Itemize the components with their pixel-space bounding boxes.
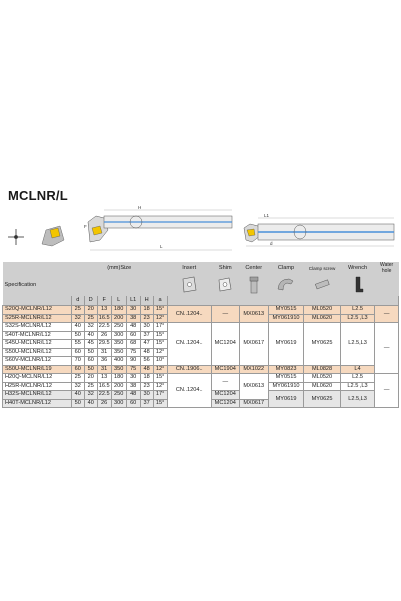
cell-a: 17° (153, 323, 167, 332)
wrench-cell: L2.5 (340, 306, 374, 315)
spec-cell: S32S-MCLNR/L12 (3, 323, 72, 332)
table-row (3, 323, 399, 332)
cell-H: 18 (140, 306, 153, 315)
center-screw-icon (239, 274, 268, 296)
cell-L: 400 (111, 357, 126, 366)
screw-cell: ML0828 (304, 365, 341, 374)
cell-a: 12° (153, 365, 167, 374)
table-row (3, 365, 399, 374)
cell-F: 22.5 (98, 391, 110, 398)
cell-F: 22.5 (98, 323, 110, 330)
insert-icon (167, 274, 211, 296)
col-L: L (111, 296, 126, 306)
center-cell: MX0617 (239, 399, 268, 408)
cell-D: 20 (84, 374, 97, 383)
col-a: a (153, 296, 167, 306)
header-size: (mm)Size (71, 262, 167, 274)
cell-d: 60 (71, 348, 84, 357)
clamp-cell: MY0515 (268, 306, 304, 315)
spec-cell: H20Q-MCLNR/L12 (3, 374, 72, 383)
cell-L1: 60 (126, 399, 140, 408)
label-l1: L1 (264, 213, 270, 218)
wrench-cell: L2.5 ,L3 (340, 382, 374, 391)
header-water-hole: Water hole (375, 262, 399, 274)
cell-D: 25 (84, 314, 97, 323)
cell-H: 37 (140, 399, 153, 408)
cell-L1: 38 (126, 314, 140, 323)
wrench-cell: L4 (340, 365, 374, 374)
clamp-cell: MY0515 (268, 374, 304, 383)
spec-cell: H40T-MCLNR/L12 (3, 399, 72, 408)
insert-cell: CN..1204.. (167, 323, 211, 366)
cell-D: 60 (84, 357, 97, 366)
clamp-cell: MY0619 (268, 391, 304, 408)
cell-F: 26 (97, 331, 111, 340)
cell-d: 40 (71, 323, 84, 332)
shim-cell: MC1904 (211, 365, 239, 374)
cell-L1: 60 (126, 331, 140, 340)
cell-D: 40 (84, 331, 97, 340)
crosshair-icon (8, 229, 24, 245)
header-specification: Specification (3, 274, 72, 296)
cell-d: 55 (71, 340, 84, 349)
cell-L1: 48 (126, 323, 140, 332)
cell-L: 350 (111, 365, 126, 374)
screw-cell: ML0520 (304, 306, 341, 315)
cell-L: 350 (111, 340, 126, 349)
cell-d: 32 (71, 314, 84, 323)
cell-H: 56 (140, 357, 153, 366)
clamp-icon (268, 274, 304, 296)
tool-side-view-2 (244, 213, 394, 246)
cell-L1: 48 (126, 391, 140, 400)
wrench-cell: L2.5 (340, 374, 374, 383)
header-wrench: Wrench (340, 262, 374, 274)
shim-cell: MC1204 (211, 391, 239, 400)
end-view-icon (42, 226, 64, 246)
clamp-cell: MY0619 (268, 323, 304, 366)
cell-d: 60 (71, 365, 84, 374)
shim-cell: — (211, 374, 239, 391)
cell-a: 15° (153, 306, 167, 315)
table-row (3, 306, 399, 315)
cell-H: 47 (140, 340, 153, 349)
header-size-blank (71, 274, 167, 296)
wrench-cell: L2.5,L3 (340, 391, 374, 408)
cell-D: 50 (84, 348, 97, 357)
cell-F: 36 (97, 357, 111, 366)
cell-H: 48 (140, 365, 153, 374)
clamp-cell: MY061910 (268, 382, 304, 391)
screw-cell: MY0625 (304, 391, 341, 408)
cell-F: 16.5 (98, 314, 110, 321)
water-cell: — (375, 374, 399, 408)
shim-cell: MC1204 (211, 323, 239, 366)
header-spec-blank (3, 296, 72, 306)
spec-cell: H25R-MCLNR/L12 (3, 382, 72, 391)
cell-D: 20 (84, 306, 97, 315)
cell-L1: 30 (126, 374, 140, 383)
cell-F: 31 (97, 348, 111, 357)
clamp-screw-icon (304, 274, 341, 296)
tool-drawing (0, 200, 401, 262)
col-F: F (97, 296, 111, 306)
cell-F: 13 (97, 374, 111, 383)
shim-cell: — (211, 306, 239, 323)
cell-D: 32 (84, 391, 97, 400)
cell-L1: 75 (126, 365, 140, 374)
center-cell: MX1022 (239, 365, 268, 374)
spec-cell: S20Q-MCLNR/L12 (3, 306, 72, 315)
spec-cell: S60V-MCLNR/L12 (3, 357, 72, 366)
tool-side-view-1 (84, 205, 232, 250)
screw-cell: ML0620 (304, 382, 341, 391)
cell-H: 30 (140, 391, 153, 400)
cell-a: 15° (153, 374, 167, 383)
cell-L: 300 (111, 331, 126, 340)
water-cell: — (375, 323, 399, 374)
spec-cell: S45U-MCLNR/L12 (3, 340, 72, 349)
insert-cell: CN..1204.. (167, 374, 211, 408)
cell-F: 16.5 (98, 382, 110, 389)
center-cell: MX0617 (239, 323, 268, 366)
col-L1: L1 (126, 296, 140, 306)
wrench-cell: L2.5 ,L3 (340, 314, 374, 323)
cell-L: 350 (111, 348, 126, 357)
spec-cell: S50U-MCLNR/L12 (3, 348, 72, 357)
header-water-blank (375, 274, 399, 296)
header-blank (3, 262, 72, 274)
screw-cell: ML0620 (304, 314, 341, 323)
cell-L: 180 (111, 306, 126, 315)
cell-H: 23 (140, 382, 153, 391)
cell-H: 23 (140, 314, 153, 323)
cell-L: 200 (111, 382, 126, 391)
cell-a: 10° (153, 357, 167, 366)
cell-F: 31 (97, 365, 111, 374)
center-cell: MX0613 (239, 306, 268, 323)
cell-H: 30 (140, 323, 153, 332)
cell-d: 25 (71, 374, 84, 383)
cell-a: 12° (153, 314, 167, 323)
cell-a: 17° (153, 391, 167, 400)
cell-H: 37 (140, 331, 153, 340)
cell-L: 250 (111, 323, 126, 332)
header-shim: Shim (211, 262, 239, 274)
cell-F: 29.5 (98, 340, 110, 347)
header-clamp: Clamp (268, 262, 304, 274)
label-d: d (270, 241, 273, 246)
cell-a: 12° (153, 382, 167, 391)
wrench-cell: L2.5,L3 (340, 323, 374, 366)
col-D: D (84, 296, 97, 306)
clamp-cell: MY061910 (268, 314, 304, 323)
cell-L: 250 (111, 391, 126, 400)
spec-table-container (2, 262, 399, 408)
cell-d: 40 (71, 391, 84, 400)
spec-cell: S25R-MCLNR/L12 (3, 314, 72, 323)
page-title: MCLNR/L (8, 188, 68, 203)
spec-table (2, 262, 399, 408)
col-H: H (140, 296, 153, 306)
water-cell: — (375, 306, 399, 323)
insert-cell: CN..1906.. (167, 365, 211, 374)
screw-cell: MY0625 (304, 323, 341, 366)
cell-F: 13 (97, 306, 111, 315)
cell-L1: 30 (126, 306, 140, 315)
col-d: d (71, 296, 84, 306)
cell-D: 32 (84, 323, 97, 332)
label-h: H (138, 205, 142, 210)
cell-d: 32 (71, 382, 84, 391)
cell-d: 25 (71, 306, 84, 315)
insert-cell: CN..1204.. (167, 306, 211, 323)
header-center: Center (239, 262, 268, 274)
cell-D: 45 (84, 340, 97, 349)
screw-cell: ML0520 (304, 374, 341, 383)
cell-a: 15° (153, 331, 167, 340)
cell-L1: 75 (126, 348, 140, 357)
cell-D: 50 (84, 365, 97, 374)
cell-L: 180 (111, 374, 126, 383)
cell-a: 15° (153, 340, 167, 349)
header-clamp-screw: Clamp screw (304, 262, 341, 274)
cell-L1: 68 (126, 340, 140, 349)
center-cell: MX0613 (239, 374, 268, 400)
cell-L1: 90 (126, 357, 140, 366)
cell-L: 200 (111, 314, 126, 323)
cell-d: 50 (71, 399, 84, 408)
cell-d: 50 (71, 331, 84, 340)
shim-cell: MC1204 (211, 399, 239, 408)
clamp-cell: MY0823 (268, 365, 304, 374)
cell-a: 15° (153, 399, 167, 408)
cell-a: 12° (153, 348, 167, 357)
label-f: F (84, 224, 87, 229)
header-insert: Insert (167, 262, 211, 274)
spec-cell: S40T-MCLNR/L12 (3, 331, 72, 340)
cell-F: 26 (97, 399, 111, 408)
wrench-icon (340, 274, 374, 296)
spec-cell: H32S-MCLNR/L12 (3, 391, 72, 400)
cell-L1: 38 (126, 382, 140, 391)
label-l: L (160, 244, 163, 249)
cell-H: 18 (140, 374, 153, 383)
header-parts-blank (167, 296, 398, 306)
cell-L: 300 (111, 399, 126, 408)
spec-cell: S50U-MCLNR/L19 (3, 365, 72, 374)
cell-D: 25 (84, 382, 97, 391)
shim-icon (211, 274, 239, 296)
table-row (3, 374, 399, 383)
cell-D: 40 (84, 399, 97, 408)
cell-d: 70 (71, 357, 84, 366)
cell-H: 48 (140, 348, 153, 357)
